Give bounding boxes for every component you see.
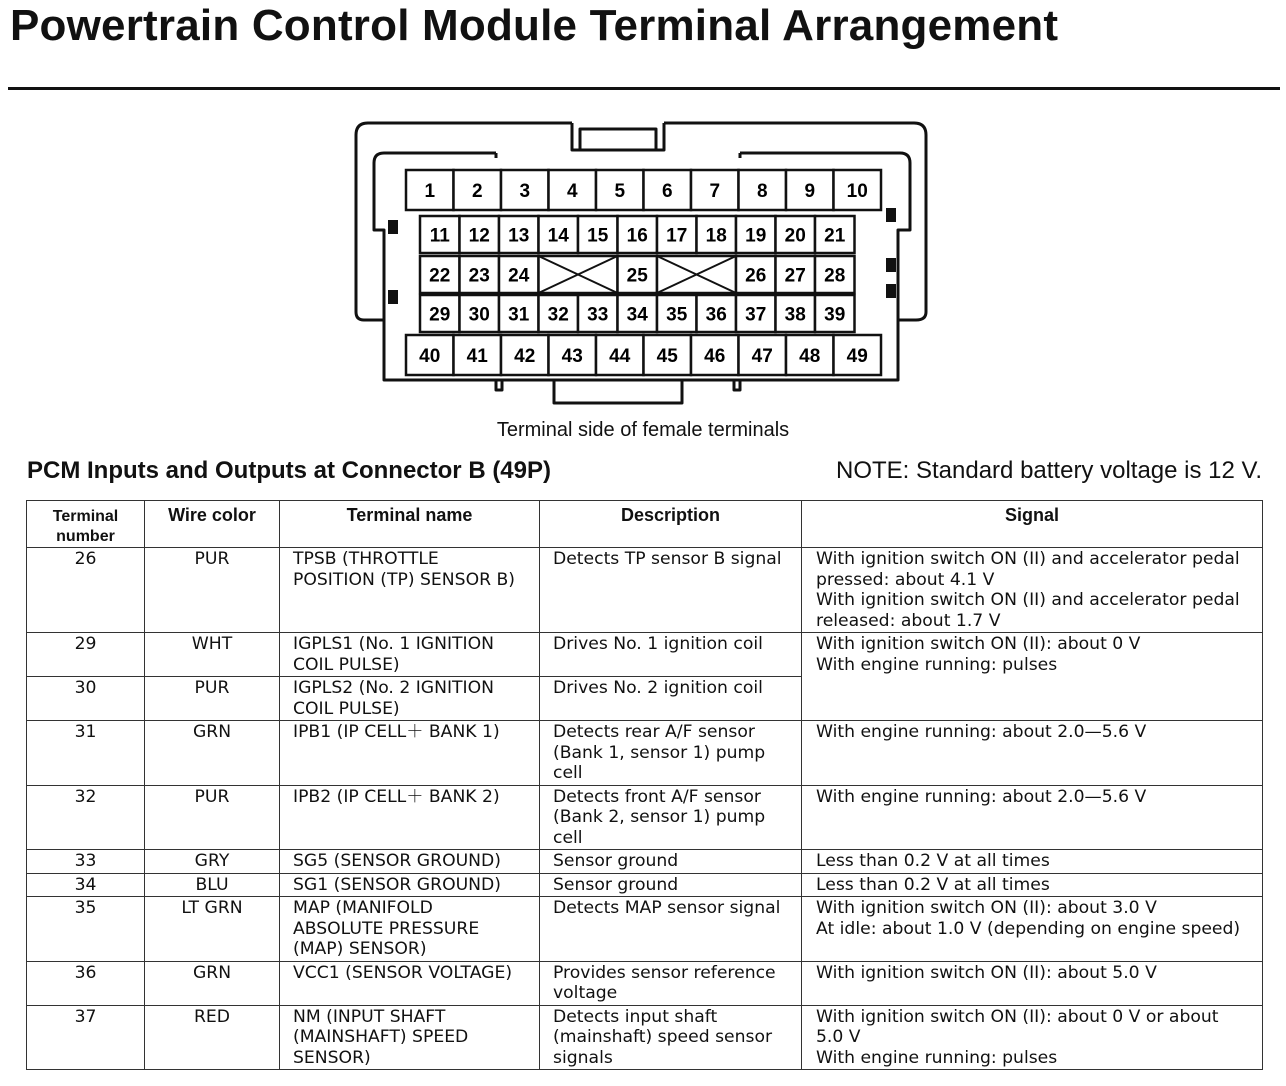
terminal-number: 23 [468,265,490,287]
terminal-number: 29 [429,304,451,326]
terminal-number: 49 [846,346,868,367]
terminal-number: 40 [419,346,441,367]
page-title: Powertrain Control Module Terminal Arrangement [10,1,1059,50]
terminal-number: 33 [587,304,609,326]
description-cell: Drives No. 1 ignition coil [540,633,802,677]
description-cell: Sensor ground [540,850,802,874]
description-cell: Detects MAP sensor signal [540,897,802,962]
terminal-number: 16 [626,225,648,247]
terminal-number: 19 [745,225,767,247]
description-cell: Sensor ground [540,873,802,897]
terminal-name-cell: IGPLS2 (No. 2 IGNITION COIL PULSE) [280,677,540,721]
terminal-number-cell: 26 [27,548,145,633]
table-header-row [27,501,1263,548]
table-row [27,1005,1263,1070]
signal-cell: With ignition switch ON (II): about 3.0 V At idle: about 1.0 V (depending on engine speed) [802,897,1263,962]
table-row [27,633,1263,677]
terminal-number: 13 [508,225,530,247]
terminal-grid [406,170,881,375]
terminal-number: 9 [804,181,816,202]
description-cell: Drives No. 2 ignition coil [540,677,802,721]
terminal-number-cell: 37 [27,1005,145,1070]
connector-latch [572,123,664,150]
signal-cell: With engine running: about 2.0—5.6 V [802,785,1263,850]
signal-cell: Less than 0.2 V at all times [802,873,1263,897]
terminal-number: 17 [666,225,688,247]
terminal-name-cell: IGPLS1 (No. 1 IGNITION COIL PULSE) [280,633,540,677]
header-signal: Signal [802,501,1263,548]
terminal-number: 4 [566,181,578,202]
terminal-number: 34 [626,304,648,326]
terminal-name-cell: SG1 (SENSOR GROUND) [280,873,540,897]
terminal-number: 5 [614,181,626,202]
terminal-number: 6 [661,181,673,202]
terminal-number: 2 [471,181,483,202]
terminal-number-cell: 32 [27,785,145,850]
table-row [27,548,1263,633]
terminal-name-cell: IPB2 (IP CELL＋ BANK 2) [280,785,540,850]
voltage-note: NOTE: Standard battery voltage is 12 V. [835,457,1262,484]
signal-cell: With ignition switch ON (II) and accelerator pedal pressed: about 4.1 V With ignition switch ON (II) and accelerator pedal released: about 1.7 V [802,548,1263,633]
signal-cell: With ignition switch ON (II): about 5.0 V [802,961,1263,1005]
title-divider [8,87,1280,90]
terminal-number: 11 [429,225,450,247]
terminal-name-cell: TPSB (THROTTLE POSITION (TP) SENSOR B) [280,548,540,633]
terminal-number-cell: 35 [27,897,145,962]
table-row [27,785,1263,850]
description-cell: Provides sensor reference voltage [540,961,802,1005]
wire-color-cell: GRY [145,850,280,874]
terminal-number-cell: 31 [27,721,145,786]
terminal-number: 8 [756,181,768,202]
section-title: PCM Inputs and Outputs at Connector B (49P) [27,457,552,484]
terminal-number: 37 [745,304,767,326]
table-row [27,850,1263,874]
terminal-number-cell: 33 [27,850,145,874]
signal-cell: With ignition switch ON (II): about 0 V or about 5.0 V With engine running: pulses [802,1005,1263,1070]
terminal-number: 42 [514,346,536,367]
terminal-number: 26 [745,265,767,287]
wire-color-cell: GRN [145,721,280,786]
connector-diagram [340,110,940,415]
terminal-number: 27 [784,265,806,287]
terminal-number: 44 [609,346,631,367]
terminal-number: 47 [751,346,773,367]
signal-cell: With engine running: about 2.0—5.6 V [802,721,1263,786]
table-row [27,873,1263,897]
description-cell: Detects TP sensor B signal [540,548,802,633]
header-terminal-number: Terminal number [27,501,145,548]
header-wire-color: Wire color [145,501,280,548]
terminal-number: 22 [429,265,451,287]
terminal-number-cell: 29 [27,633,145,677]
wire-color-cell: PUR [145,785,280,850]
terminal-number: 38 [784,304,806,326]
terminal-number-cell: 30 [27,677,145,721]
terminal-number: 41 [466,346,488,367]
terminal-number: 36 [705,304,727,326]
diagram-caption: Terminal side of female terminals [496,419,790,441]
terminal-number: 12 [468,225,490,247]
wire-color-cell: GRN [145,961,280,1005]
terminal-number: 10 [846,181,868,202]
terminal-number: 46 [704,346,726,367]
header-terminal-name: Terminal name [280,501,540,548]
header-description: Description [540,501,802,548]
wire-color-cell: PUR [145,548,280,633]
terminal-number-cell: 36 [27,961,145,1005]
terminal-number: 31 [508,304,530,326]
table-row [27,721,1263,786]
terminal-number: 7 [709,181,721,202]
description-cell: Detects front A/F sensor (Bank 2, sensor 1) pump cell [540,785,802,850]
description-cell: Detects input shaft (mainshaft) speed sensor signals [540,1005,802,1070]
terminal-name-cell: VCC1 (SENSOR VOLTAGE) [280,961,540,1005]
wire-color-cell: PUR [145,677,280,721]
terminal-number: 15 [587,225,609,247]
terminal-number: 3 [519,181,531,202]
terminal-number: 48 [799,346,821,367]
terminal-name-cell: SG5 (SENSOR GROUND) [280,850,540,874]
terminal-number: 28 [824,265,846,287]
terminal-number: 18 [705,225,727,247]
terminal-number: 43 [561,346,583,367]
wire-color-cell: LT GRN [145,897,280,962]
terminal-number: 39 [824,304,846,326]
terminal-name-cell: NM (INPUT SHAFT (MAINSHAFT) SPEED SENSOR) [280,1005,540,1070]
terminal-number: 24 [508,265,530,287]
terminal-name-cell: MAP (MANIFOLD ABSOLUTE PRESSURE (MAP) SENSOR) [280,897,540,962]
signal-cell: With ignition switch ON (II): about 0 V With engine running: pulses [802,633,1263,721]
terminal-number: 20 [784,225,806,247]
wire-color-cell: WHT [145,633,280,677]
table-row [27,961,1263,1005]
description-cell: Detects rear A/F sensor (Bank 1, sensor 1) pump cell [540,721,802,786]
pcm-terminal-table [26,500,1263,1070]
connector-bottom-tab [554,380,682,403]
wire-color-cell: BLU [145,873,280,897]
terminal-number: 25 [626,265,648,287]
terminal-number: 14 [547,225,569,247]
terminal-name-cell: IPB1 (IP CELL＋ BANK 1) [280,721,540,786]
terminal-number: 45 [656,346,678,367]
terminal-number: 21 [824,225,846,247]
terminal-number: 1 [424,181,436,202]
terminal-number: 35 [666,304,688,326]
wire-color-cell: RED [145,1005,280,1070]
signal-cell: Less than 0.2 V at all times [802,850,1263,874]
terminal-number-cell: 34 [27,873,145,897]
table-row [27,897,1263,962]
terminal-number: 32 [547,304,569,326]
terminal-number: 30 [468,304,490,326]
